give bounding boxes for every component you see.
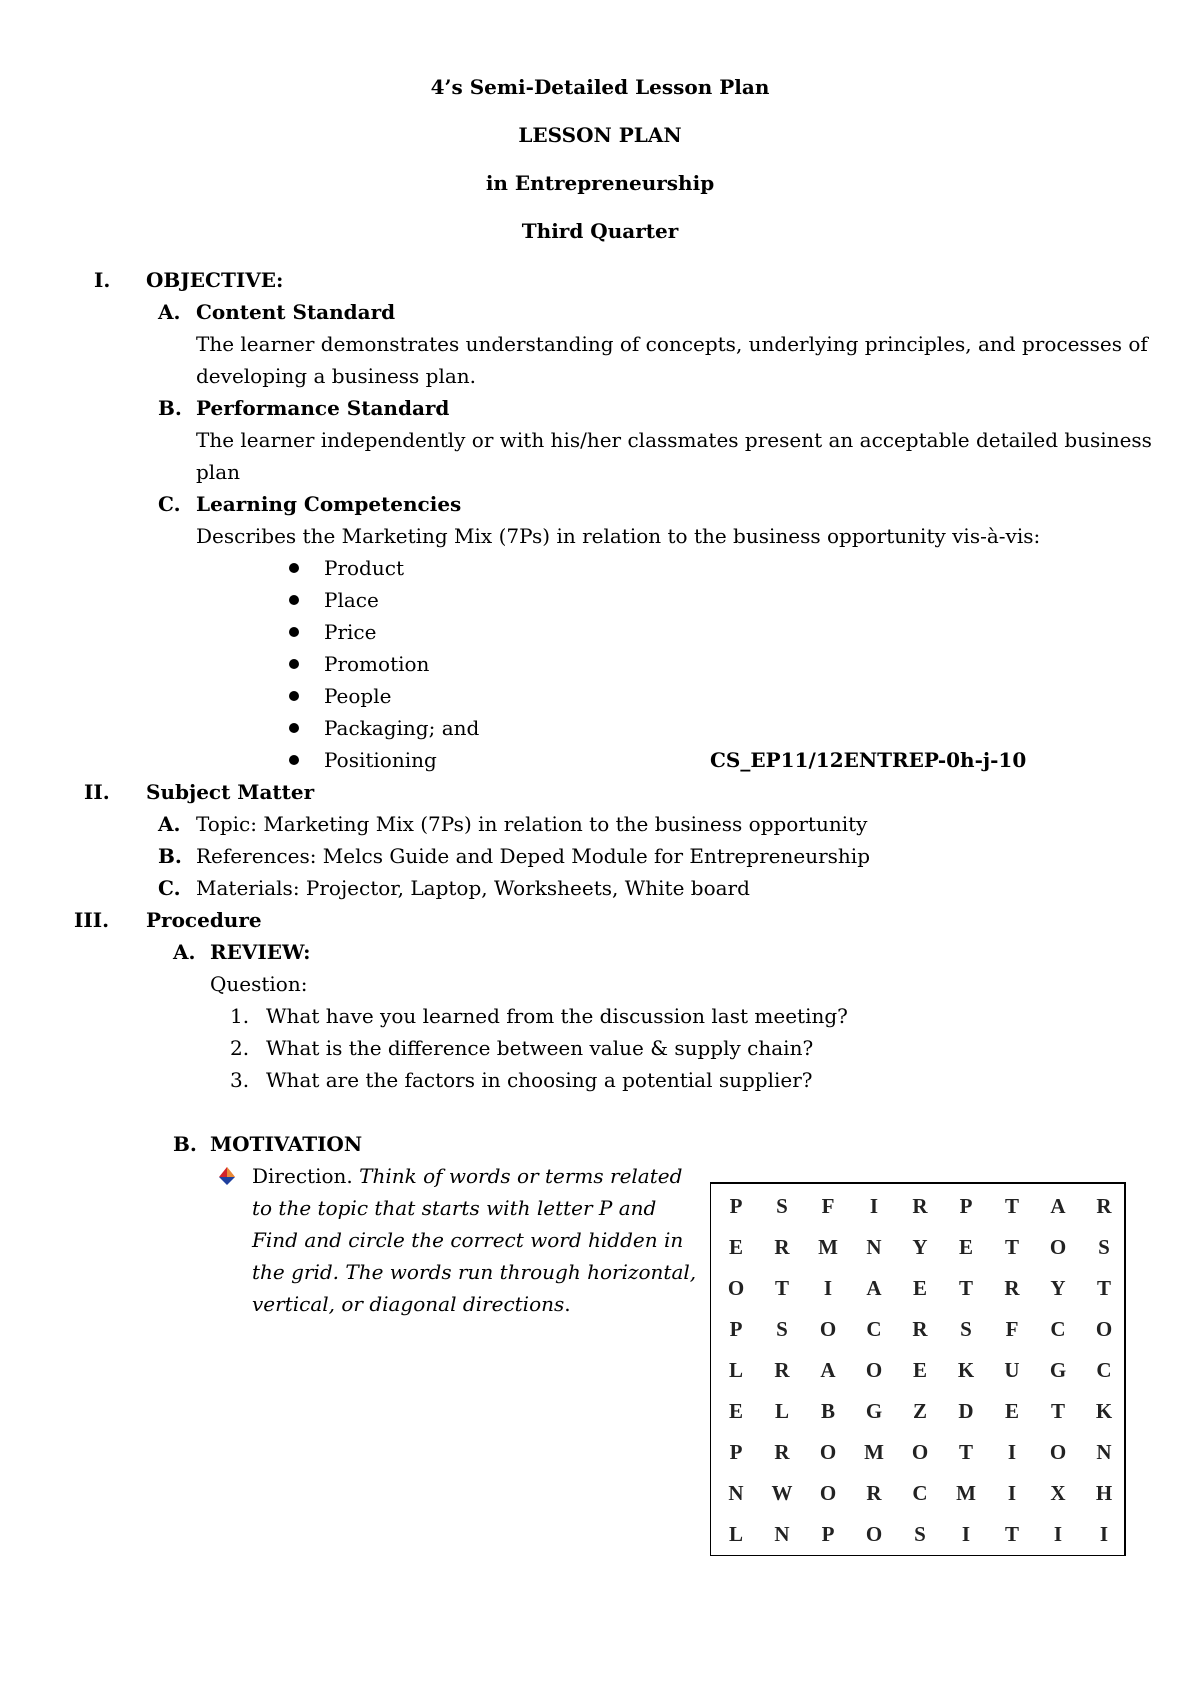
section-title-procedure: Procedure [146, 908, 262, 932]
grid-letter[interactable]: X [1050, 1481, 1066, 1505]
question-number: 1. [230, 1004, 250, 1028]
competency-item: Promotion [324, 652, 430, 676]
content-standard-title: Content Standard [196, 300, 396, 324]
competency-item: People [324, 684, 392, 708]
performance-standard-text-2: plan [196, 460, 241, 484]
motivation-title: MOTIVATION [210, 1132, 363, 1156]
subject-materials: Materials: Projector, Laptop, Worksheets, White board [196, 876, 750, 900]
grid-letter[interactable]: K [1095, 1399, 1113, 1423]
grid-letter[interactable]: E [912, 1276, 927, 1300]
grid-letter[interactable]: C [1050, 1317, 1066, 1341]
grid-letter[interactable]: T [958, 1276, 973, 1300]
arrow-bullet-icon [216, 1165, 238, 1187]
grid-letter[interactable]: W [771, 1481, 793, 1505]
bullet-icon [289, 563, 299, 573]
section-title-subject-matter: Subject Matter [146, 780, 315, 804]
grid-letter[interactable]: E [728, 1399, 743, 1423]
grid-letter[interactable]: A [866, 1276, 882, 1300]
bullet-icon [289, 659, 299, 669]
grid-row [711, 1473, 1127, 1514]
grid-letter[interactable]: C [912, 1481, 928, 1505]
grid-letter[interactable]: S [776, 1317, 788, 1341]
grid-letter[interactable]: T [1096, 1276, 1111, 1300]
subject-letter: C. [158, 876, 181, 900]
grid-letter[interactable]: R [1096, 1194, 1112, 1218]
grid-letter[interactable]: N [866, 1235, 882, 1259]
grid-letter[interactable]: I [1099, 1522, 1109, 1546]
review-letter: A. [173, 940, 196, 964]
grid-letter[interactable]: T [1050, 1399, 1065, 1423]
competency-item: Packaging; and [324, 716, 480, 740]
grid-letter[interactable]: A [1050, 1194, 1066, 1218]
grid-letter[interactable]: M [818, 1235, 838, 1259]
grid-letter[interactable]: M [956, 1481, 976, 1505]
grid-letter[interactable]: T [958, 1440, 973, 1464]
grid-letter[interactable]: R [866, 1481, 882, 1505]
question-text: What are the factors in choosing a potential supplier? [266, 1068, 813, 1092]
grid-letter[interactable]: G [1049, 1358, 1067, 1382]
question-text: What is the difference between value & supply chain? [266, 1036, 814, 1060]
grid-letter[interactable]: Z [912, 1399, 927, 1423]
grid-letter[interactable]: A [820, 1358, 836, 1382]
grid-letter[interactable]: T [1004, 1522, 1019, 1546]
learning-competencies-intro: Describes the Marketing Mix (7Ps) in relation to the business opportunity vis-à-vis: [196, 524, 1041, 548]
bullet-icon [289, 755, 299, 765]
grid-letter[interactable]: I [869, 1194, 879, 1218]
grid-row [711, 1268, 1127, 1309]
direction-text: vertical, or diagonal directions [252, 1292, 565, 1316]
grid-letter[interactable]: T [774, 1276, 789, 1300]
subject-letter: B. [158, 844, 182, 868]
question-label: Question: [210, 972, 308, 996]
grid-letter[interactable]: S [960, 1317, 972, 1341]
grid-letter[interactable]: R [774, 1440, 790, 1464]
grid-letter[interactable]: O [865, 1358, 883, 1382]
content-standard-text-2: developing a business plan. [196, 364, 477, 388]
subject-topic: Topic: Marketing Mix (7Ps) in relation to the business opportunity [196, 812, 868, 836]
grid-row [711, 1432, 1127, 1473]
bullet-icon [289, 691, 299, 701]
section-numeral-1: I. [94, 268, 111, 292]
bullet-icon [289, 595, 299, 605]
grid-letter[interactable]: S [1098, 1235, 1110, 1259]
competency-item: Place [324, 588, 379, 612]
competency-item: Positioning [324, 748, 437, 772]
competency-item: Price [324, 620, 377, 644]
grid-letter[interactable]: L [774, 1399, 789, 1423]
word-search-grid [710, 1182, 1126, 1556]
grid-letter[interactable]: P [729, 1194, 743, 1218]
grid-letter[interactable]: N [1096, 1440, 1112, 1464]
subsection-letter-b: B. [158, 396, 182, 420]
grid-letter[interactable]: T [1004, 1235, 1019, 1259]
doc-subtitle: LESSON PLAN [518, 123, 682, 147]
grid-letter[interactable]: R [774, 1358, 790, 1382]
performance-standard-title: Performance Standard [196, 396, 450, 420]
grid-letter[interactable]: L [728, 1358, 743, 1382]
motivation-letter: B. [173, 1132, 197, 1156]
subsection-letter-c: C. [158, 492, 181, 516]
grid-row [711, 1350, 1127, 1391]
grid-letter[interactable]: C [1096, 1358, 1112, 1382]
grid-letter[interactable]: P [959, 1194, 973, 1218]
direction-line-1 [252, 1161, 682, 1191]
grid-letter[interactable]: O [1095, 1317, 1113, 1341]
direction-line-2: to the topic that starts with letter P and [252, 1196, 657, 1220]
grid-letter[interactable]: I [1007, 1440, 1017, 1464]
grid-letter[interactable]: I [823, 1276, 833, 1300]
grid-letter[interactable]: B [820, 1399, 835, 1423]
grid-letter[interactable]: G [865, 1399, 883, 1423]
grid-letter[interactable]: O [1049, 1235, 1067, 1259]
grid-letter[interactable]: O [865, 1522, 883, 1546]
bullet-icon [289, 627, 299, 637]
grid-row [711, 1186, 1127, 1227]
grid-letter[interactable]: R [912, 1194, 928, 1218]
grid-letter[interactable]: H [1095, 1481, 1113, 1505]
grid-letter[interactable]: E [912, 1358, 927, 1382]
grid-letter[interactable]: Y [1050, 1276, 1066, 1300]
section-numeral-3: III. [74, 908, 110, 932]
grid-row [711, 1514, 1127, 1555]
subsection-letter-a: A. [158, 300, 181, 324]
grid-letter[interactable]: R [774, 1235, 790, 1259]
grid-letter[interactable]: C [866, 1317, 882, 1341]
subject-references: References: Melcs Guide and Deped Module for Entrepreneurship [196, 844, 870, 868]
section-title-objective: OBJECTIVE: [146, 268, 284, 292]
grid-letter[interactable]: D [958, 1399, 974, 1423]
grid-letter[interactable]: O [727, 1276, 745, 1300]
direction-line-5 [252, 1289, 571, 1319]
doc-quarter: Third Quarter [521, 219, 679, 243]
grid-letter[interactable]: E [958, 1235, 973, 1259]
grid-letter[interactable]: M [864, 1440, 884, 1464]
grid-letter[interactable]: N [728, 1481, 744, 1505]
grid-letter[interactable]: N [774, 1522, 790, 1546]
question-text: What have you learned from the discussion last meeting? [266, 1004, 848, 1028]
direction-line-3: Find and circle the correct word hidden in [252, 1228, 684, 1252]
grid-row [711, 1227, 1127, 1268]
bullet-icon [289, 723, 299, 733]
competency-code: CS_EP11/12ENTREP-0h-j-10 [710, 748, 1027, 772]
grid-letter[interactable]: K [957, 1358, 975, 1382]
competency-item: Product [324, 556, 404, 580]
grid-letter[interactable]: R [1004, 1276, 1020, 1300]
grid-letter[interactable]: L [728, 1522, 743, 1546]
grid-letter[interactable]: S [776, 1194, 788, 1218]
doc-subject: in Entrepreneurship [485, 171, 715, 195]
grid-letter[interactable]: E [1004, 1399, 1019, 1423]
content-standard-text-1: The learner demonstrates understanding of concepts, underlying principles, and processes of [196, 332, 1148, 356]
question-number: 3. [230, 1068, 250, 1092]
learning-competencies-title: Learning Competencies [196, 492, 462, 516]
grid-letter[interactable]: I [1007, 1481, 1017, 1505]
direction-text: Think of words or terms related [352, 1164, 683, 1188]
direction-period: . [564, 1292, 571, 1316]
grid-letter[interactable]: O [911, 1440, 929, 1464]
direction-line-4: the grid. The words run through horizontal, [252, 1260, 697, 1284]
grid-row [711, 1309, 1127, 1350]
review-title: REVIEW: [210, 940, 311, 964]
grid-letter[interactable]: T [1004, 1194, 1019, 1218]
grid-letter[interactable]: R [912, 1317, 928, 1341]
grid-letter[interactable]: Y [912, 1235, 928, 1259]
subject-letter: A. [158, 812, 181, 836]
performance-standard-text-1: The learner independently or with his/her classmates present an acceptable detailed business [196, 428, 1152, 452]
grid-letter[interactable]: S [914, 1522, 926, 1546]
section-numeral-2: II. [84, 780, 110, 804]
grid-letter[interactable]: U [1004, 1358, 1020, 1382]
grid-letter[interactable]: O [1049, 1440, 1067, 1464]
question-number: 2. [230, 1036, 250, 1060]
doc-title: 4’s Semi-Detailed Lesson Plan [430, 75, 770, 99]
grid-letter[interactable]: O [819, 1481, 837, 1505]
grid-letter[interactable]: P [821, 1522, 835, 1546]
direction-label: Direction. [252, 1164, 353, 1188]
grid-row [711, 1391, 1127, 1432]
grid-letter[interactable]: I [961, 1522, 971, 1546]
grid-letter[interactable]: E [728, 1235, 743, 1259]
grid-letter[interactable]: P [729, 1440, 743, 1464]
grid-letter[interactable]: F [1005, 1317, 1019, 1341]
grid-letter[interactable]: P [729, 1317, 743, 1341]
grid-letter[interactable]: F [821, 1194, 835, 1218]
grid-letter[interactable]: O [819, 1317, 837, 1341]
grid-letter[interactable]: I [1053, 1522, 1063, 1546]
grid-letter[interactable]: O [819, 1440, 837, 1464]
